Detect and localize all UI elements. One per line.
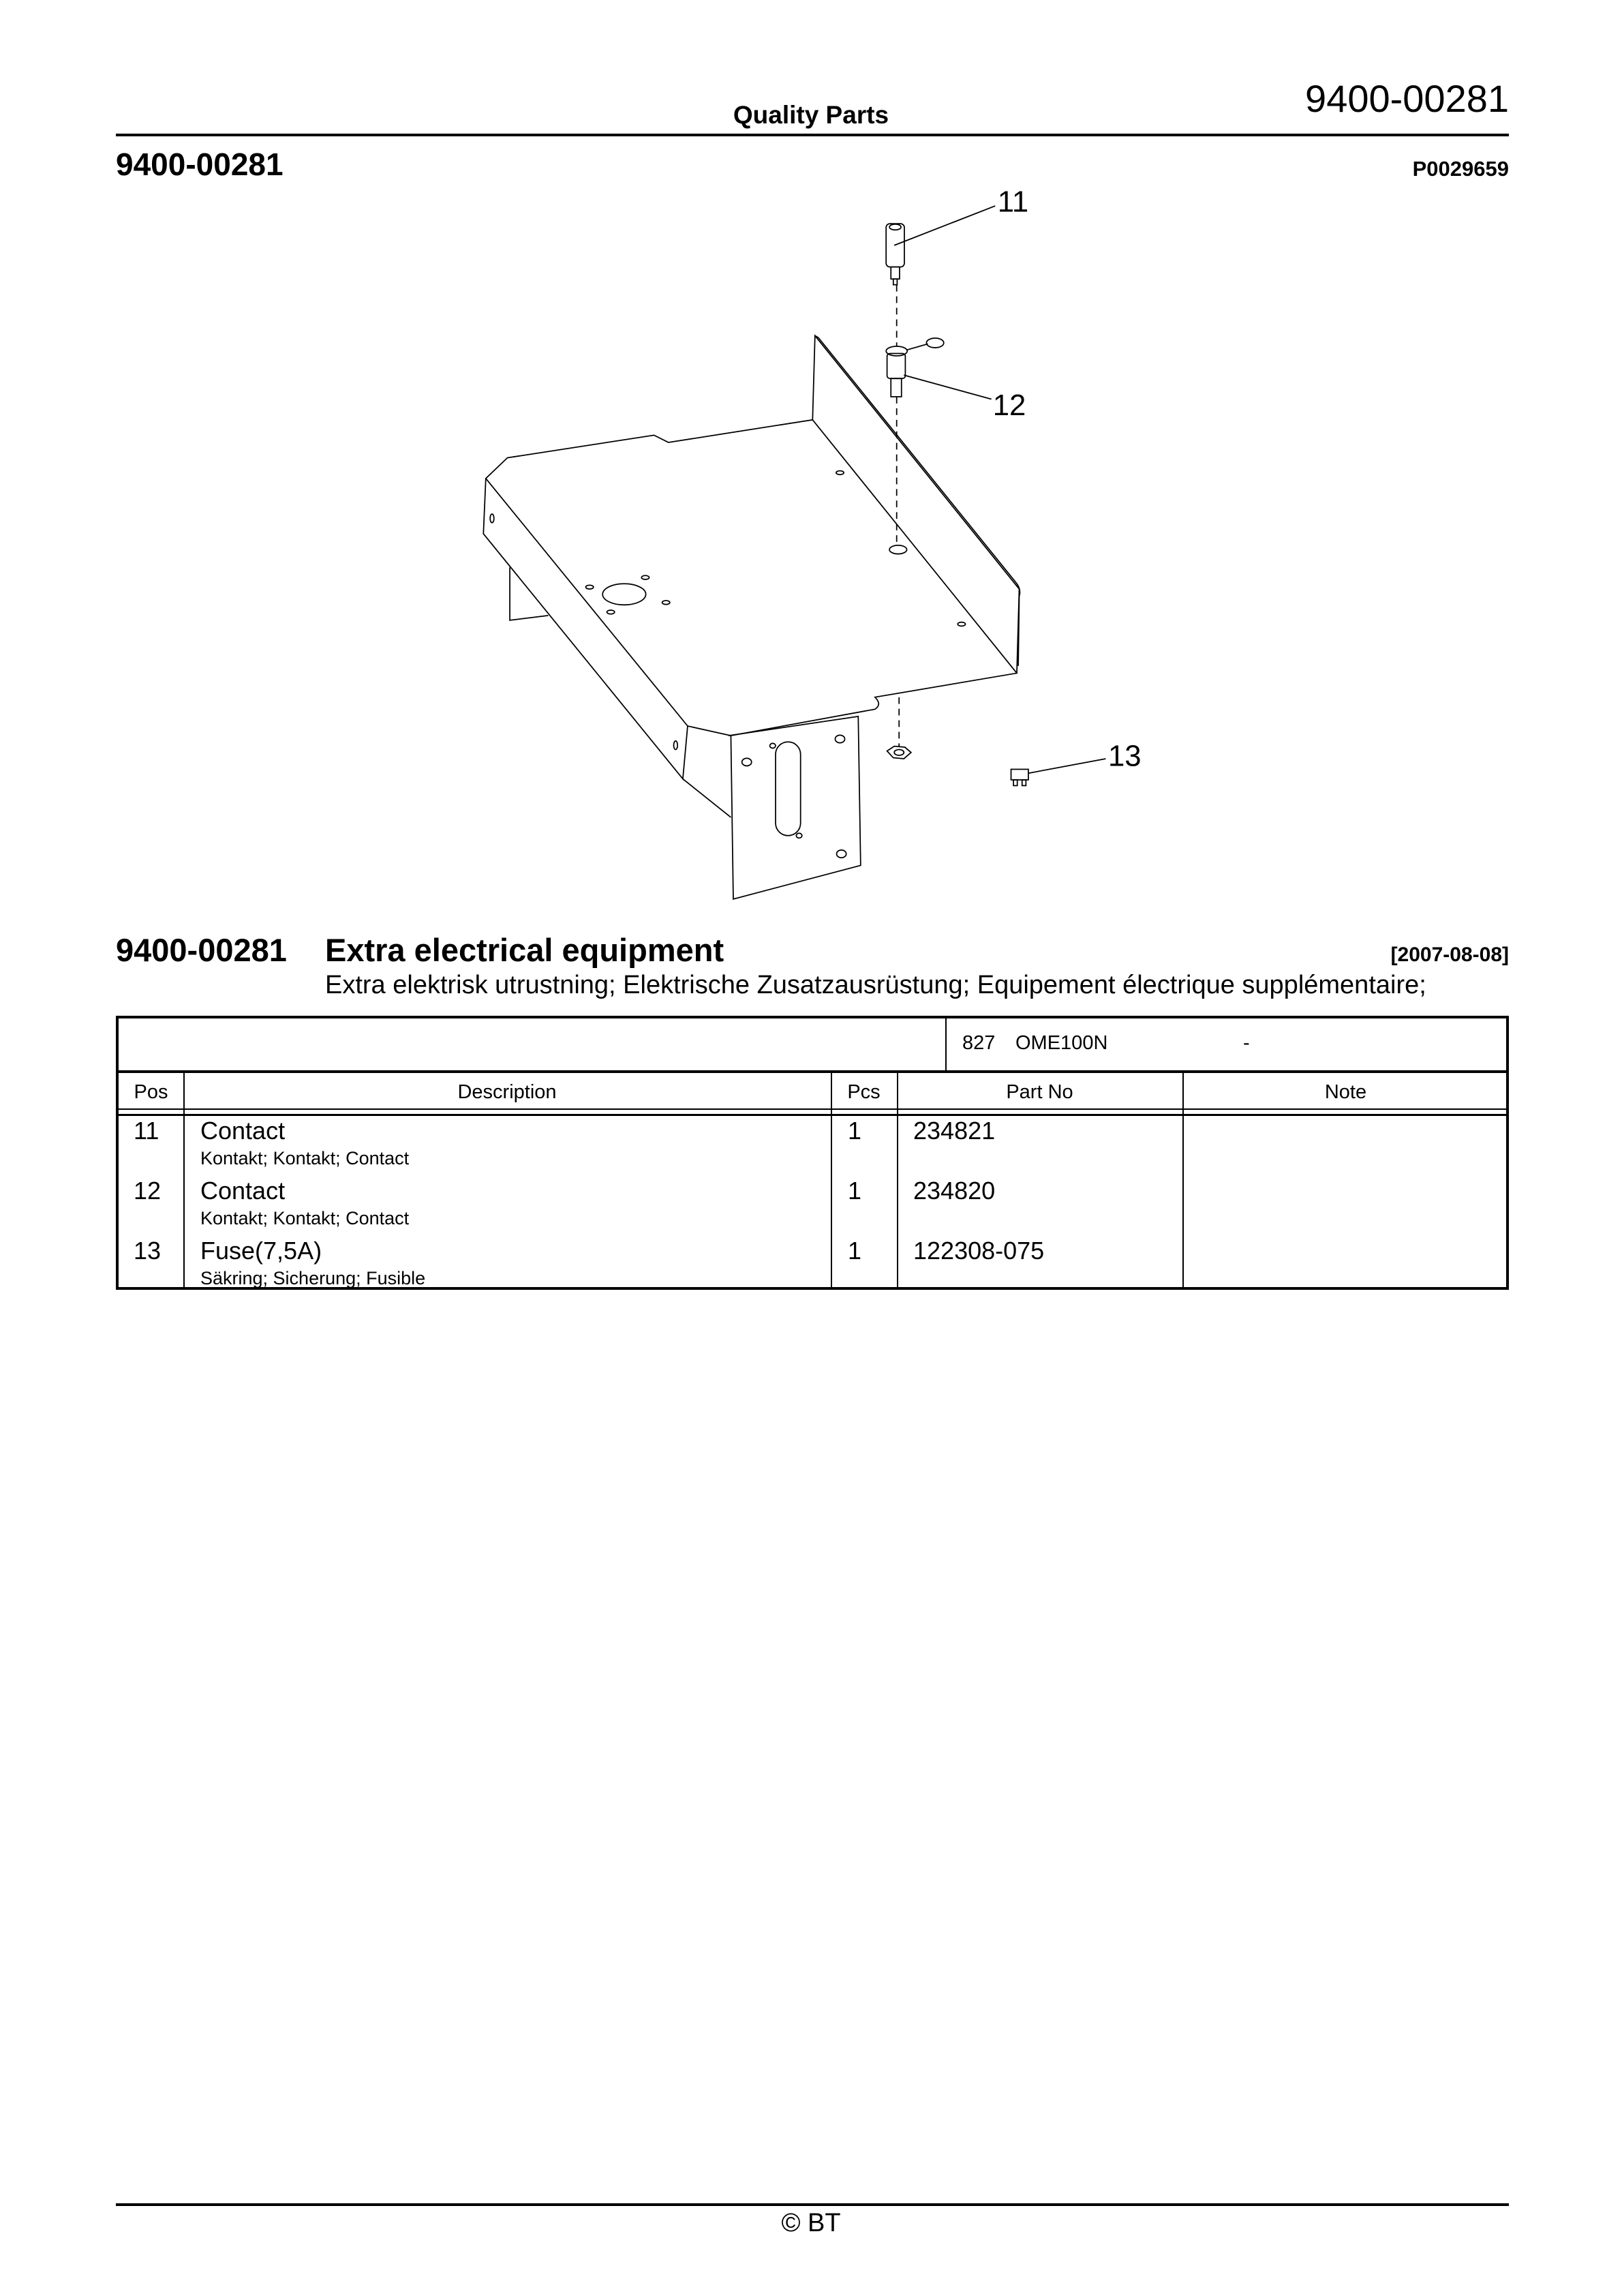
column-divider bbox=[897, 1072, 898, 1287]
table-divider bbox=[119, 1070, 1506, 1073]
row-pcs: 1 bbox=[848, 1117, 862, 1145]
fuse-13-part bbox=[1011, 769, 1028, 785]
callout-13: 13 bbox=[1107, 739, 1142, 773]
model-code: 827 bbox=[962, 1032, 996, 1054]
col-header-part-no: Part No bbox=[1006, 1081, 1073, 1103]
row-description: Contact bbox=[200, 1117, 286, 1145]
model-value: - bbox=[1243, 1032, 1250, 1054]
callout-12: 12 bbox=[992, 388, 1026, 422]
column-divider bbox=[183, 1072, 185, 1287]
mounting-plate bbox=[483, 335, 1020, 898]
row-part-no: 122308-075 bbox=[913, 1237, 1045, 1265]
column-divider bbox=[1182, 1072, 1184, 1287]
picture-reference: P0029659 bbox=[1412, 157, 1509, 181]
footer-divider bbox=[116, 2203, 1509, 2206]
row-description: Fuse(7,5A) bbox=[200, 1237, 322, 1265]
model-name: OME100N bbox=[1015, 1032, 1108, 1054]
row-description: Contact bbox=[200, 1177, 286, 1205]
group-number: 9400-00281 bbox=[116, 932, 287, 968]
col-header-pos: Pos bbox=[134, 1081, 168, 1103]
group-date: [2007-08-08] bbox=[1390, 943, 1509, 966]
header-doc-number: 9400-00281 bbox=[1305, 77, 1509, 120]
table-divider bbox=[119, 1114, 1506, 1116]
row-pos: 11 bbox=[134, 1117, 159, 1145]
row-translations: Kontakt; Kontakt; Contact bbox=[200, 1208, 410, 1228]
header-divider bbox=[116, 134, 1509, 136]
col-header-note: Note bbox=[1324, 1081, 1367, 1103]
row-pos: 12 bbox=[134, 1177, 162, 1205]
footer-copyright: © BT bbox=[781, 2209, 841, 2237]
header-title: Quality Parts bbox=[733, 101, 889, 129]
row-translations: Kontakt; Kontakt; Contact bbox=[200, 1148, 410, 1168]
row-pcs: 1 bbox=[848, 1237, 862, 1265]
group-translations: Extra elektrisk utrustning; Elektrische Zusatzausrüstung; Equipement électrique supplémentaire; bbox=[325, 971, 1426, 999]
contact-11-part bbox=[886, 224, 904, 285]
section-number: 9400-00281 bbox=[116, 147, 284, 182]
row-part-no: 234821 bbox=[913, 1117, 996, 1145]
row-pcs: 1 bbox=[848, 1177, 862, 1205]
nut-part bbox=[887, 746, 911, 759]
row-part-no: 234820 bbox=[913, 1177, 996, 1205]
column-divider bbox=[831, 1072, 832, 1287]
row-pos: 13 bbox=[134, 1237, 162, 1265]
contact-12-part bbox=[886, 338, 944, 397]
group-title: Extra electrical equipment bbox=[325, 932, 724, 968]
exploded-parts-drawing bbox=[409, 164, 1159, 913]
row-translations: Säkring; Sicherung; Fusible bbox=[200, 1268, 426, 1288]
callout-11: 11 bbox=[997, 185, 1029, 219]
col-header-pcs: Pcs bbox=[847, 1081, 881, 1103]
parts-table bbox=[116, 1016, 1509, 1290]
model-divider bbox=[945, 1018, 947, 1070]
table-divider bbox=[119, 1108, 1506, 1110]
col-header-description: Description bbox=[457, 1081, 557, 1103]
